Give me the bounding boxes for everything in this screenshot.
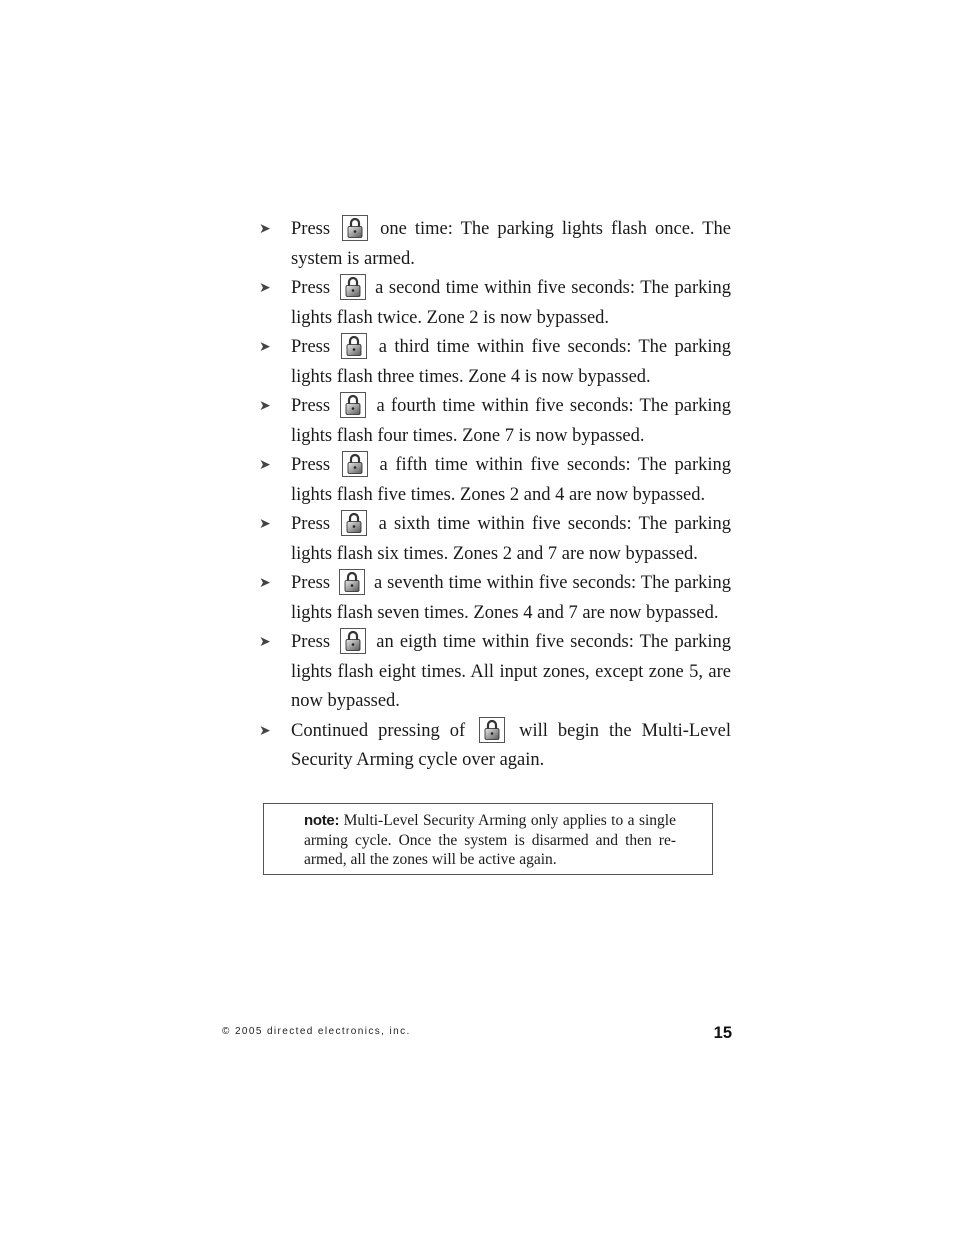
list-item xyxy=(259,215,731,274)
bullet-text-pre: Press xyxy=(291,573,331,593)
bullet-text-post: a fourth time within five seconds: The parking lights flash four times. Zone 7 is now bypassed. xyxy=(291,396,732,446)
list-item xyxy=(259,569,731,628)
bullet-text-post: a second time within five seconds: The parking lights flash twice. Zone 2 is now bypassed. xyxy=(291,278,731,328)
lock-icon xyxy=(340,274,366,300)
lock-icon xyxy=(479,717,505,743)
arrow-bullet-icon: ➤ xyxy=(259,634,271,650)
arrow-bullet-icon: ➤ xyxy=(259,339,271,355)
bullet-text-post: an eigth time within five seconds: The parking lights flash eight times. All input zones, except zone 5, are now bypassed. xyxy=(291,632,732,711)
arrow-bullet-icon: ➤ xyxy=(259,575,271,591)
bullet-text-post: a fifth time within five seconds: The parking lights flash five times. Zones 2 and 4 are now bypassed. xyxy=(291,455,732,505)
arrow-bullet-icon: ➤ xyxy=(259,516,271,532)
lock-icon xyxy=(342,451,368,477)
list-item xyxy=(259,333,731,392)
bullet-text-post: will begin the Multi-Level Security Arming cycle over again. xyxy=(291,720,732,770)
bullet-text-post: one time: The parking lights flash once. The system is armed. xyxy=(291,219,732,269)
bullet-text-pre: Press xyxy=(291,219,331,239)
lock-icon xyxy=(340,628,366,654)
bullet-text-pre: Press xyxy=(291,278,331,298)
note-text xyxy=(304,811,676,870)
bullet-text-pre: Press xyxy=(291,514,331,534)
list-item xyxy=(259,451,731,510)
bullet-text-pre: Continued pressing of xyxy=(291,720,466,741)
arrow-bullet-icon: ➤ xyxy=(259,221,271,237)
bullet-text-post: a sixth time within five seconds: The parking lights flash six times. Zones 2 and 7 are now bypassed. xyxy=(291,514,732,564)
bullet-text-pre: Press xyxy=(291,337,331,357)
arrow-bullet-icon: ➤ xyxy=(259,280,271,296)
list-item xyxy=(259,717,731,776)
list-item xyxy=(259,392,731,451)
bullet-text-pre: Press xyxy=(291,632,331,652)
page-number: 15 xyxy=(713,1024,732,1042)
instruction-list xyxy=(259,215,731,776)
lock-icon xyxy=(342,215,368,241)
bullet-text-post: a seventh time within five seconds: The parking lights flash seven times. Zones 4 and 7 are now bypassed. xyxy=(291,573,732,623)
note-label: note: xyxy=(304,812,340,829)
note-body: Multi-Level Security Arming only applies to a single arming cycle. Once the system is disarmed and then re-armed, all the zones will be active again. xyxy=(304,812,676,868)
list-item xyxy=(259,510,731,569)
arrow-bullet-icon: ➤ xyxy=(259,457,271,473)
lock-icon xyxy=(341,333,367,359)
note-box xyxy=(263,803,713,875)
copyright-footer: © 2005 directed electronics, inc. xyxy=(222,1026,411,1037)
lock-icon xyxy=(340,392,366,418)
arrow-bullet-icon: ➤ xyxy=(259,722,271,739)
lock-icon xyxy=(339,569,365,595)
lock-icon xyxy=(341,510,367,536)
bullet-text-post: a third time within five seconds: The parking lights flash three times. Zone 4 is now bypassed. xyxy=(291,337,731,387)
list-item xyxy=(259,274,731,333)
bullet-text-pre: Press xyxy=(291,455,331,475)
bullet-text-pre: Press xyxy=(291,396,331,416)
arrow-bullet-icon: ➤ xyxy=(259,398,271,414)
list-item xyxy=(259,628,731,717)
